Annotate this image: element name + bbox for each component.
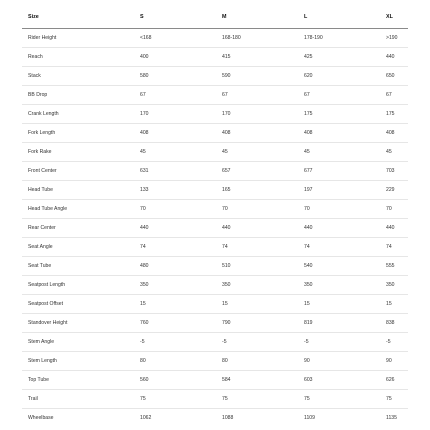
row-label: BB Drop	[22, 86, 134, 105]
row-label: Seat Tube	[22, 257, 134, 276]
table-cell: 15	[380, 295, 408, 314]
table-row	[22, 200, 408, 219]
table-cell: 178-190	[298, 29, 380, 48]
table-cell: 350	[216, 276, 298, 295]
table-cell: 626	[380, 371, 408, 390]
table-cell: 67	[298, 86, 380, 105]
table-cell: 425	[298, 48, 380, 67]
table-cell: 408	[380, 124, 408, 143]
table-cell: 350	[298, 276, 380, 295]
table-row	[22, 219, 408, 238]
table-cell: 45	[134, 143, 216, 162]
table-cell: <168	[134, 29, 216, 48]
row-label: Seat Angle	[22, 238, 134, 257]
table-cell: 15	[134, 295, 216, 314]
table-cell: 590	[216, 67, 298, 86]
row-label: Stem Angle	[22, 333, 134, 352]
table-cell: 75	[216, 390, 298, 409]
table-cell: 350	[134, 276, 216, 295]
table-cell: 175	[380, 105, 408, 124]
table-cell: 133	[134, 181, 216, 200]
column-header-m: M	[216, 6, 298, 29]
table-cell: 400	[134, 48, 216, 67]
row-label: Rear Center	[22, 219, 134, 238]
table-cell: 408	[134, 124, 216, 143]
row-label: Head Tube Angle	[22, 200, 134, 219]
table-cell: -5	[134, 333, 216, 352]
table-row	[22, 124, 408, 143]
table-cell: 1062	[140, 415, 152, 421]
row-label: Trail	[22, 390, 134, 409]
table-cell: 90	[298, 352, 380, 371]
table-cell: 703	[380, 162, 408, 181]
table-cell: 67	[216, 86, 298, 105]
table-cell: 1088	[222, 415, 234, 421]
column-header-s: S	[134, 6, 216, 29]
table-cell: 175	[298, 105, 380, 124]
row-label: Reach	[22, 48, 134, 67]
table-cell: -5	[380, 333, 408, 352]
table-cell: 15	[216, 295, 298, 314]
row-label: Rider Height	[22, 29, 134, 48]
table-cell: 510	[216, 257, 298, 276]
table-row	[22, 86, 408, 105]
table-cell: 165	[216, 181, 298, 200]
geometry-table	[22, 6, 408, 427]
table-cell: 1109	[304, 415, 315, 421]
table-cell: 229	[380, 181, 408, 200]
row-label: Top Tube	[22, 371, 134, 390]
table-cell: 440	[134, 219, 216, 238]
table-cell: 74	[216, 238, 298, 257]
row-label: Fork Rake	[22, 143, 134, 162]
table-row	[22, 352, 408, 371]
table-cell: 415	[216, 48, 298, 67]
table-cell: 74	[134, 238, 216, 257]
table-row	[22, 276, 408, 295]
table-cell: 75	[380, 390, 408, 409]
table-cell: 650	[380, 67, 408, 86]
table-cell: 70	[298, 200, 380, 219]
table-row	[22, 143, 408, 162]
table-cell: 70	[380, 200, 408, 219]
table-cell: 540	[298, 257, 380, 276]
table-cell: 620	[298, 67, 380, 86]
column-header-l: L	[298, 6, 380, 29]
table-cell: 560	[134, 371, 216, 390]
row-label: Crank Length	[22, 105, 134, 124]
table-cell: 170	[134, 105, 216, 124]
table-row	[22, 48, 408, 67]
table-cell: 790	[216, 314, 298, 333]
header-row	[22, 6, 408, 29]
table-cell: 603	[298, 371, 380, 390]
table-row	[22, 390, 408, 409]
table-cell: 657	[216, 162, 298, 181]
table-cell: 70	[216, 200, 298, 219]
table-cell: 631	[134, 162, 216, 181]
table-cell: -5	[298, 333, 380, 352]
table-cell: 15	[298, 295, 380, 314]
table-cell: 70	[134, 200, 216, 219]
table-cell: 440	[380, 48, 408, 67]
table-cell: 170	[216, 105, 298, 124]
table-cell: -5	[216, 333, 298, 352]
table-cell: 80	[216, 352, 298, 371]
row-label: Stem Length	[22, 352, 134, 371]
table-body	[22, 29, 408, 428]
table-cell: 480	[134, 257, 216, 276]
table-row	[22, 257, 408, 276]
column-header-size: Size	[22, 6, 134, 29]
table-row	[22, 67, 408, 86]
table-row	[22, 371, 408, 390]
table-cell: 440	[298, 219, 380, 238]
table-cell: 67	[134, 86, 216, 105]
table-row	[22, 105, 408, 124]
table-cell: 74	[298, 238, 380, 257]
row-label: Head Tube	[22, 181, 134, 200]
table-row	[22, 295, 408, 314]
table-row	[22, 333, 408, 352]
table-cell: 197	[298, 181, 380, 200]
table-cell: 74	[380, 238, 408, 257]
table-cell: 408	[216, 124, 298, 143]
table-cell: 80	[134, 352, 216, 371]
table-row	[22, 29, 408, 48]
table-row	[22, 409, 408, 428]
table-cell: >190	[380, 29, 408, 48]
table-cell: 45	[380, 143, 408, 162]
table-cell: 677	[298, 162, 380, 181]
row-label: Seatpost Offset	[22, 295, 134, 314]
table-cell: 440	[380, 219, 408, 238]
table-cell: 408	[298, 124, 380, 143]
table-cell: 45	[216, 143, 298, 162]
table-cell: 838	[380, 314, 408, 333]
column-header-xl: XL	[380, 6, 408, 29]
table-row	[22, 314, 408, 333]
table-cell: 580	[134, 67, 216, 86]
row-label: Wheelbase	[28, 415, 54, 421]
table-cell: 90	[380, 352, 408, 371]
table-cell: 67	[380, 86, 408, 105]
table-header	[22, 6, 408, 29]
table-row	[22, 181, 408, 200]
table-cell: 75	[134, 390, 216, 409]
table-cell: 440	[216, 219, 298, 238]
table-cell: 350	[380, 276, 408, 295]
row-label: Front Center	[22, 162, 134, 181]
row-label: Fork Length	[22, 124, 134, 143]
table-cell: 555	[380, 257, 408, 276]
row-label: Stack	[22, 67, 134, 86]
table-cell: 760	[134, 314, 216, 333]
row-label: Standover Height	[22, 314, 134, 333]
table-row	[22, 162, 408, 181]
table-row	[22, 238, 408, 257]
table-cell: 584	[216, 371, 298, 390]
table-cell: 168-180	[216, 29, 298, 48]
table-cell: 1135	[386, 415, 397, 421]
row-label: Seatpost Length	[22, 276, 134, 295]
table-cell: 45	[298, 143, 380, 162]
table-cell: 819	[298, 314, 380, 333]
table-cell: 75	[298, 390, 380, 409]
